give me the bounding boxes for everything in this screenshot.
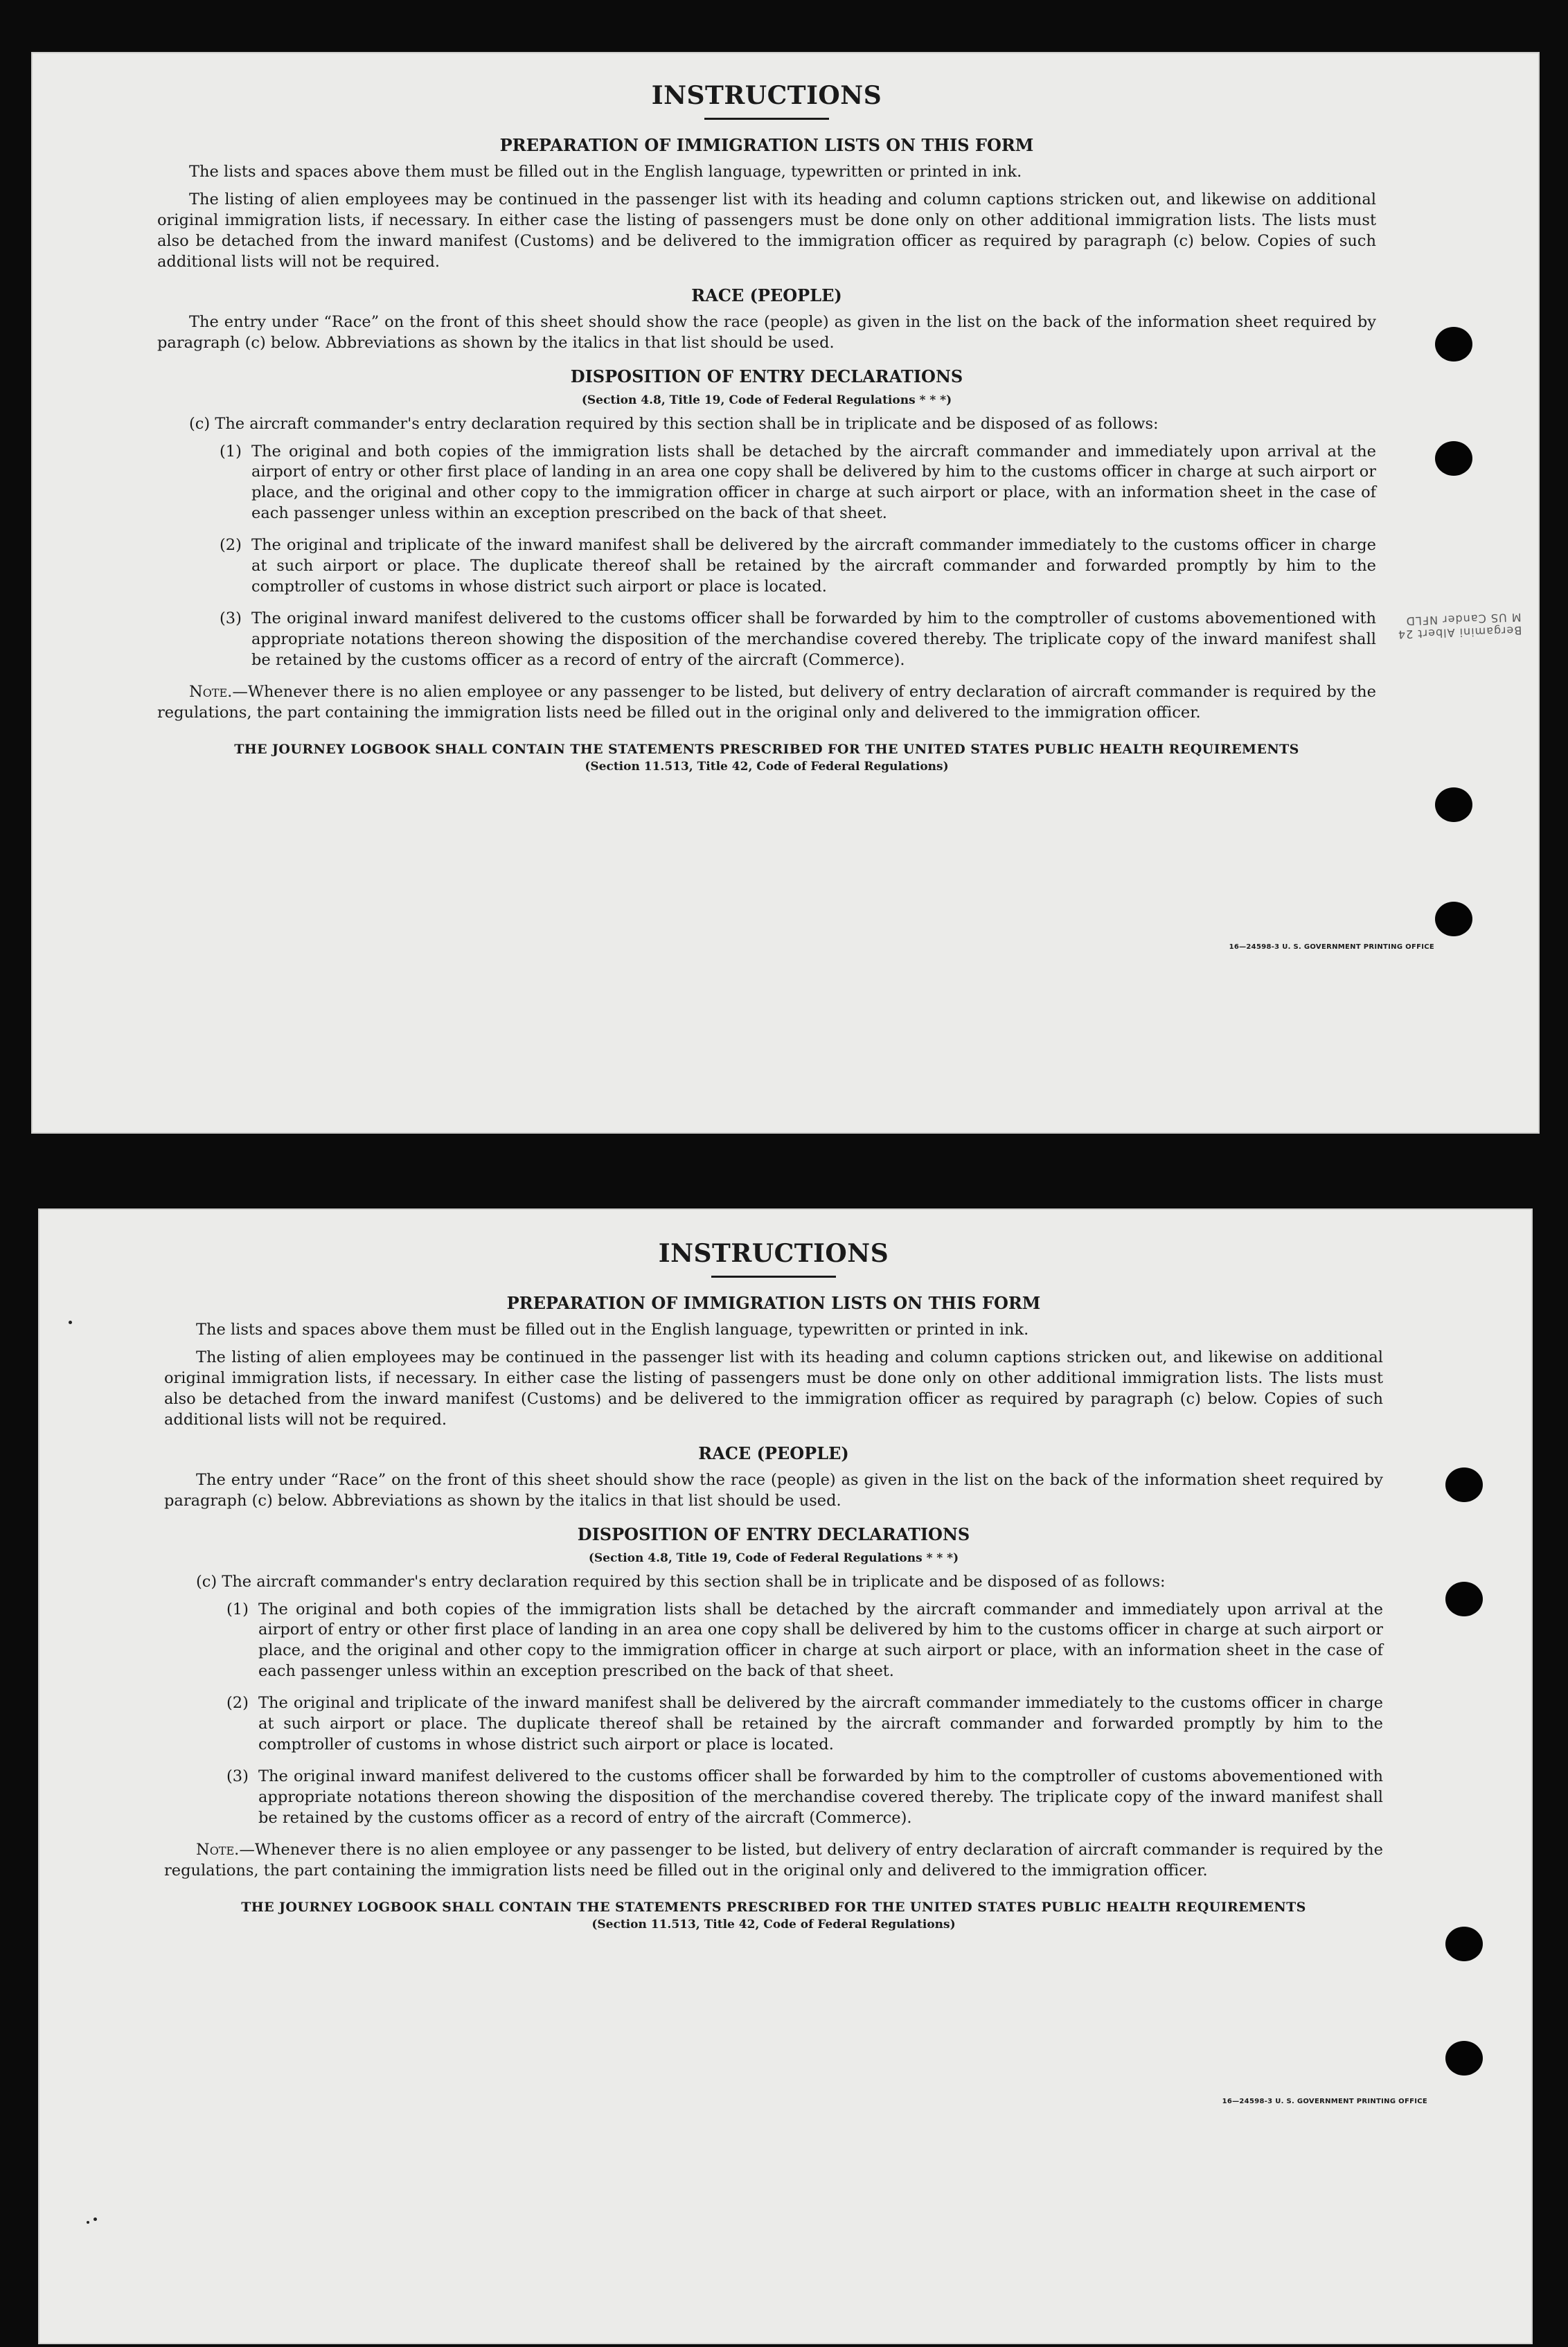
paragraph-lists-language: The lists and spaces above them must be filled out in the English language, typewritten or printed in ink.	[196, 1321, 1029, 1339]
item-text: The original inward manifest delivered to the customs officer shall be forwarded by him to the comptroller of customs abovementioned with appropriate notations thereon showing the disposition of the merchandise covered thereby. The triplicate copy of the inward manifest shall be retained by the customs officer as a record of entry of the aircraft (Commerce).	[258, 1767, 1383, 1827]
heading-immigration-lists: PREPARATION OF IMMIGRATION LISTS ON THIS FORM	[499, 135, 1034, 156]
note-label: Note.	[189, 682, 233, 701]
paragraph-disposition-intro: (c) The aircraft commander's entry declaration required by this section shall be in triplicate and be disposed of as follows:	[189, 414, 1159, 433]
punch-hole	[1435, 441, 1472, 476]
item-text: The original and triplicate of the inward manifest shall be delivered by the aircraft commander immediately to the customs officer in charge at such airport or place. The duplicate thereof shall be retained by the aircraft commander and forwarded promptly by him to the comptroller of customs in whose district such airport or place is located.	[251, 536, 1376, 596]
citation-title-19: (Section 4.8, Title 19, Code of Federal Regulations * * *)	[581, 393, 952, 407]
heading-disposition: DISPOSITION OF ENTRY DECLARATIONS	[577, 1524, 970, 1544]
item-number: (1)	[220, 442, 242, 461]
note-label: Note.	[196, 1840, 240, 1859]
citation-title-19: (Section 4.8, Title 19, Code of Federal Regulations * * *)	[588, 1551, 959, 1565]
health-requirements-citation: (Section 11.513, Title 42, Code of Federal Regulations)	[585, 759, 949, 774]
sheet-2-title: INSTRUCTIONS	[658, 1239, 889, 1268]
scan-speck	[93, 2217, 97, 2221]
punch-hole	[1435, 327, 1472, 362]
heading-disposition: DISPOSITION OF ENTRY DECLARATIONS	[570, 366, 963, 386]
punch-hole	[1445, 2041, 1483, 2076]
health-requirements-citation: (Section 11.513, Title 42, Code of Federal Regulations)	[591, 1917, 956, 1931]
disposition-item-2	[220, 535, 1376, 598]
paragraph-lists-language: The lists and spaces above them must be filled out in the English language, typewritten or printed in ink.	[189, 163, 1022, 181]
health-requirements-statement: THE JOURNEY LOGBOOK SHALL CONTAIN THE STATEMENTS PRESCRIBED FOR THE UNITED STATES PUBLIC HEALTH REQUIREMENTS	[234, 741, 1299, 757]
heading-immigration-lists: PREPARATION OF IMMIGRATION LISTS ON THIS FORM	[506, 1293, 1041, 1314]
item-number: (2)	[220, 536, 242, 555]
paragraph-note	[157, 682, 1376, 724]
scan-speck	[69, 1321, 72, 1324]
heading-race: RACE (PEOPLE)	[691, 285, 842, 305]
item-number: (3)	[226, 1767, 249, 1786]
sheet-2-content	[164, 1239, 1383, 1931]
title-underline	[704, 118, 829, 120]
scan-speck	[87, 2221, 89, 2224]
print-code: 16—24598-3 U. S. GOVERNMENT PRINTING OFFICE	[1222, 2098, 1427, 2105]
item-text: The original and both copies of the immigration lists shall be detached by the aircraft commander and immediately upon arrival at the airport of entry or other first place of landing in an area one copy shall be delivered by him to the customs officer in charge at such airport or place, and the original and other copy to the immigration officer in charge at such airport or place, with an information sheet in the case of each passenger unless within an exception prescribed on the back of that sheet.	[258, 1600, 1383, 1681]
handwritten-note: Bergamini Albert 24 M US Cander NFLD	[1397, 610, 1522, 641]
punch-hole	[1435, 787, 1472, 822]
instruction-sheet-1	[31, 52, 1540, 1134]
punch-hole	[1445, 1927, 1483, 1961]
item-text: The original inward manifest delivered to the customs officer shall be forwarded by him to the comptroller of customs abovementioned with appropriate notations thereon showing the disposition of the merchandise covered thereby. The triplicate copy of the inward manifest shall be retained by the customs officer as a record of entry of the aircraft (Commerce).	[251, 609, 1376, 669]
heading-race: RACE (PEOPLE)	[698, 1443, 849, 1463]
note-text: —Whenever there is no alien employee or any passenger to be listed, but delivery of entry declaration of aircraft commander is required by the regulations, the part containing the immigration lists need be filled out in the original only and delivered to the immigration officer.	[164, 1840, 1383, 1880]
instruction-sheet-2	[38, 1208, 1533, 2344]
disposition-item-3	[220, 609, 1376, 671]
print-code: 16—24598-3 U. S. GOVERNMENT PRINTING OFFICE	[1229, 943, 1434, 951]
item-number: (2)	[226, 1694, 249, 1713]
sheet-1-title: INSTRUCTIONS	[651, 81, 882, 110]
paragraph-race: The entry under “Race” on the front of this sheet should show the race (people) as given in the list on the back of the information sheet required by paragraph (c) below. Abbreviations as shown by the italics in that list should be used.	[164, 1470, 1383, 1510]
paragraph-race: The entry under “Race” on the front of this sheet should show the race (people) as given in the list on the back of the information sheet required by paragraph (c) below. Abbreviations as shown by the italics in that list should be used.	[157, 312, 1376, 352]
note-text: —Whenever there is no alien employee or any passenger to be listed, but delivery of entry declaration of aircraft commander is required by the regulations, the part containing the immigration lists need be filled out in the original only and delivered to the immigration officer.	[157, 682, 1376, 722]
disposition-item-3	[226, 1767, 1383, 1829]
title-underline	[711, 1276, 836, 1278]
paragraph-note	[164, 1840, 1383, 1882]
punch-hole	[1435, 902, 1472, 936]
item-number: (1)	[226, 1600, 249, 1618]
item-number: (3)	[220, 609, 242, 628]
punch-hole	[1445, 1467, 1483, 1502]
sheet-1-content	[157, 81, 1376, 774]
paragraph-alien-employees: The listing of alien employees may be continued in the passenger list with its heading and column captions stricken out, and likewise on additional original immigration lists, if necessary. In either case the listing of passengers must be done only on other additional immigration lists. The lists must also be detached from the inward manifest (Customs) and be delivered to the immigration officer as required by paragraph (c) below. Copies of such additional lists will not be required.	[157, 190, 1376, 271]
disposition-item-1	[226, 1600, 1383, 1683]
disposition-item-2	[226, 1693, 1383, 1756]
disposition-item-1	[220, 442, 1376, 525]
item-text: The original and triplicate of the inward manifest shall be delivered by the aircraft commander immediately to the customs officer in charge at such airport or place. The duplicate thereof shall be retained by the aircraft commander and forwarded promptly by him to the comptroller of customs in whose district such airport or place is located.	[258, 1694, 1383, 1754]
health-requirements-statement: THE JOURNEY LOGBOOK SHALL CONTAIN THE STATEMENTS PRESCRIBED FOR THE UNITED STATES PUBLIC HEALTH REQUIREMENTS	[241, 1899, 1306, 1915]
item-text: The original and both copies of the immigration lists shall be detached by the aircraft commander and immediately upon arrival at the airport of entry or other first place of landing in an area one copy shall be delivered by him to the customs officer in charge at such airport or place, and the original and other copy to the immigration officer in charge at such airport or place, with an information sheet in the case of each passenger unless within an exception prescribed on the back of that sheet.	[251, 442, 1376, 523]
paragraph-disposition-intro: (c) The aircraft commander's entry declaration required by this section shall be in triplicate and be disposed of as follows:	[196, 1572, 1166, 1591]
punch-hole	[1445, 1582, 1483, 1616]
paragraph-alien-employees: The listing of alien employees may be continued in the passenger list with its heading and column captions stricken out, and likewise on additional original immigration lists, if necessary. In either case the listing of passengers must be done only on other additional immigration lists. The lists must also be detached from the inward manifest (Customs) and be delivered to the immigration officer as required by paragraph (c) below. Copies of such additional lists will not be required.	[164, 1348, 1383, 1429]
